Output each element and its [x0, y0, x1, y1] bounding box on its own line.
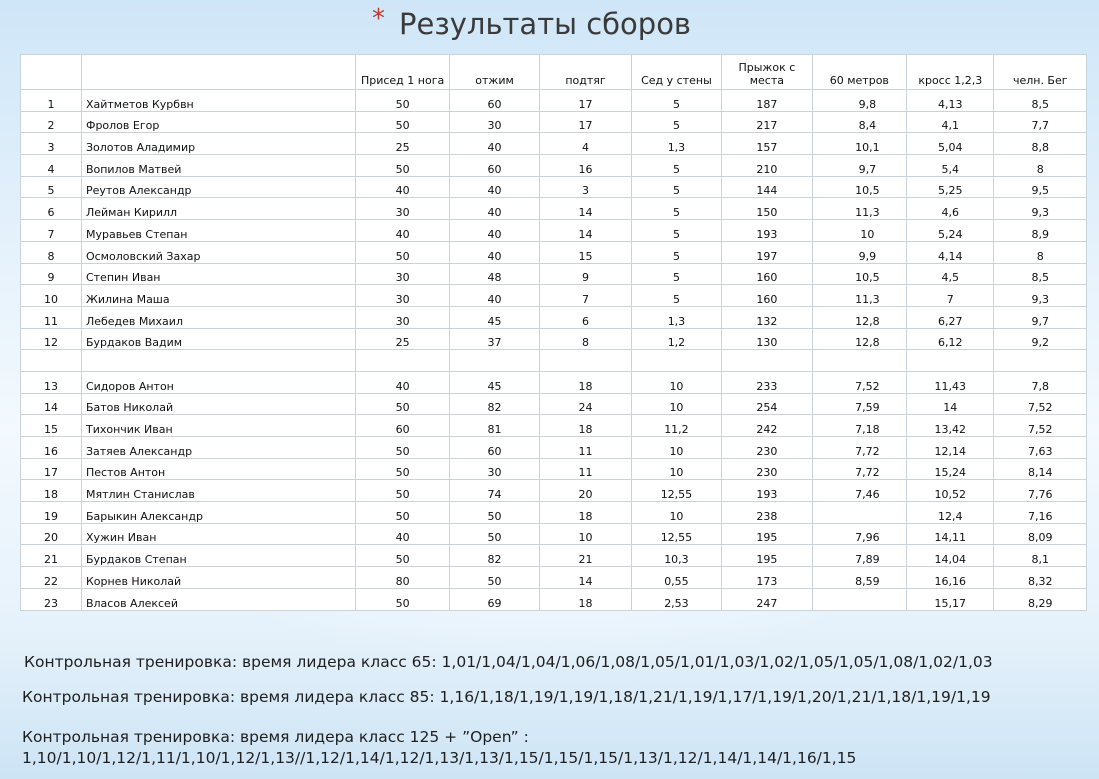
athlete-name-cell: Затяев Александр [81, 437, 355, 459]
header-cell: 60 метров [812, 55, 907, 90]
row-number-cell: 15 [21, 415, 82, 437]
result-cell: 40 [449, 198, 539, 220]
result-cell: 193 [722, 220, 812, 242]
result-cell: 18 [540, 502, 631, 524]
table-row [21, 90, 1087, 112]
result-cell: 9,5 [994, 176, 1087, 198]
result-cell: 74 [449, 480, 539, 502]
result-cell: 50 [356, 502, 449, 524]
table-row [21, 480, 1087, 502]
result-cell: 50 [356, 480, 449, 502]
table-row [21, 133, 1087, 155]
result-cell: 173 [722, 567, 812, 589]
row-number-cell: 18 [21, 480, 82, 502]
row-number-cell: 7 [21, 220, 82, 242]
result-cell: 15,24 [907, 458, 994, 480]
result-cell: 10,5 [812, 263, 907, 285]
table-row [21, 588, 1087, 610]
result-cell: 8,4 [812, 111, 907, 133]
result-cell: 25 [356, 328, 449, 350]
table-row [21, 176, 1087, 198]
result-cell: 8 [994, 241, 1087, 263]
result-cell: 50 [356, 241, 449, 263]
result-cell: 8 [540, 328, 631, 350]
result-cell: 17 [540, 111, 631, 133]
result-cell: 197 [722, 241, 812, 263]
results-table [20, 54, 1087, 611]
result-cell: 230 [722, 437, 812, 459]
header-cell: кросс 1,2,3 [907, 55, 994, 90]
result-cell: 12,8 [812, 306, 907, 328]
table-row [21, 393, 1087, 415]
row-number-cell: 17 [21, 458, 82, 480]
result-cell: 144 [722, 176, 812, 198]
result-cell: 16 [540, 155, 631, 177]
result-cell: 254 [722, 393, 812, 415]
result-cell [356, 350, 449, 372]
result-cell: 40 [356, 176, 449, 198]
row-number-cell: 21 [21, 545, 82, 567]
result-cell: 7,59 [812, 393, 907, 415]
result-cell: 230 [722, 458, 812, 480]
header-cell [21, 55, 82, 90]
result-cell: 9,9 [812, 241, 907, 263]
row-number-cell: 5 [21, 176, 82, 198]
result-cell: 150 [722, 198, 812, 220]
result-cell: 3 [540, 176, 631, 198]
header-cell [81, 55, 355, 90]
result-cell: 40 [449, 176, 539, 198]
result-cell: 80 [356, 567, 449, 589]
result-cell: 2,53 [631, 588, 721, 610]
result-cell: 50 [449, 523, 539, 545]
result-cell: 4,6 [907, 198, 994, 220]
result-cell: 11,3 [812, 285, 907, 307]
result-cell: 50 [356, 111, 449, 133]
result-cell: 5 [631, 90, 721, 112]
table-row [21, 285, 1087, 307]
table-body [21, 90, 1087, 611]
result-cell: 60 [449, 90, 539, 112]
athlete-name-cell: Золотов Аладимир [81, 133, 355, 155]
result-cell: 217 [722, 111, 812, 133]
table-row [21, 155, 1087, 177]
athlete-name-cell: Бурдаков Степан [81, 545, 355, 567]
athlete-name-cell: Степин Иван [81, 263, 355, 285]
result-cell: 14 [540, 220, 631, 242]
row-number-cell: 8 [21, 241, 82, 263]
table-row [21, 111, 1087, 133]
result-cell: 50 [449, 502, 539, 524]
result-cell: 157 [722, 133, 812, 155]
result-cell [722, 350, 812, 372]
note-class-85: Контрольная тренировка: время лидера класс 85: 1,16/1,18/1,19/1,19/1,18/1,21/1,19/1,17/1,19/1,20/1,21/1,18/1,19/1,19 [22, 688, 991, 706]
result-cell: 5 [631, 220, 721, 242]
result-cell: 9,3 [994, 198, 1087, 220]
result-cell: 10 [631, 371, 721, 393]
table-row [21, 437, 1087, 459]
result-cell: 50 [356, 588, 449, 610]
result-cell: 5 [631, 241, 721, 263]
page-title [372, 6, 691, 42]
result-cell: 60 [356, 415, 449, 437]
row-number-cell: 9 [21, 263, 82, 285]
result-cell: 7,52 [994, 415, 1087, 437]
athlete-name-cell: Хужин Иван [81, 523, 355, 545]
result-cell: 8,29 [994, 588, 1087, 610]
athlete-name-cell: Батов Николай [81, 393, 355, 415]
result-cell: 9 [540, 263, 631, 285]
result-cell: 5,25 [907, 176, 994, 198]
result-cell: 16,16 [907, 567, 994, 589]
header-cell: Присед 1 нога [356, 55, 449, 90]
result-cell: 50 [356, 155, 449, 177]
result-cell: 50 [449, 567, 539, 589]
result-cell: 132 [722, 306, 812, 328]
result-cell: 7,8 [994, 371, 1087, 393]
row-number-cell [21, 350, 82, 372]
result-cell: 30 [356, 263, 449, 285]
result-cell: 9,7 [994, 306, 1087, 328]
athlete-name-cell: Вопилов Матвей [81, 155, 355, 177]
result-cell: 50 [356, 393, 449, 415]
result-cell: 30 [449, 111, 539, 133]
result-cell [812, 350, 907, 372]
result-cell: 195 [722, 523, 812, 545]
result-cell: 50 [356, 437, 449, 459]
result-cell: 7,72 [812, 437, 907, 459]
result-cell: 7,18 [812, 415, 907, 437]
result-cell: 12,55 [631, 480, 721, 502]
row-number-cell: 2 [21, 111, 82, 133]
result-cell: 4,1 [907, 111, 994, 133]
result-cell: 4,14 [907, 241, 994, 263]
result-cell: 40 [449, 220, 539, 242]
athlete-name-cell: Фролов Егор [81, 111, 355, 133]
result-cell: 18 [540, 588, 631, 610]
result-cell: 40 [356, 523, 449, 545]
result-cell: 4,5 [907, 263, 994, 285]
result-cell: 69 [449, 588, 539, 610]
header-cell: подтяг [540, 55, 631, 90]
result-cell: 14,11 [907, 523, 994, 545]
result-cell [907, 350, 994, 372]
result-cell: 5,4 [907, 155, 994, 177]
result-cell: 4 [540, 133, 631, 155]
result-cell: 14 [907, 393, 994, 415]
result-cell: 30 [449, 458, 539, 480]
table-row [21, 350, 1087, 372]
table-row [21, 198, 1087, 220]
result-cell: 30 [356, 198, 449, 220]
result-cell: 9,7 [812, 155, 907, 177]
row-number-cell: 6 [21, 198, 82, 220]
athlete-name-cell [81, 350, 355, 372]
result-cell: 8,32 [994, 567, 1087, 589]
result-cell: 10,1 [812, 133, 907, 155]
result-cell: 10 [631, 393, 721, 415]
result-cell: 10 [631, 437, 721, 459]
result-cell: 7,89 [812, 545, 907, 567]
result-cell: 5 [631, 285, 721, 307]
result-cell: 10 [631, 502, 721, 524]
result-cell: 8,5 [994, 263, 1087, 285]
result-cell: 9,8 [812, 90, 907, 112]
result-cell: 7,52 [994, 393, 1087, 415]
result-cell: 14 [540, 198, 631, 220]
result-cell: 7,63 [994, 437, 1087, 459]
result-cell: 12,55 [631, 523, 721, 545]
result-cell: 82 [449, 545, 539, 567]
header-cell: Сед у стены [631, 55, 721, 90]
result-cell: 40 [449, 241, 539, 263]
result-cell: 50 [356, 545, 449, 567]
athlete-name-cell: Лейман Кирилл [81, 198, 355, 220]
result-cell: 12,14 [907, 437, 994, 459]
result-cell: 48 [449, 263, 539, 285]
result-cell: 8,5 [994, 90, 1087, 112]
result-cell: 5 [631, 198, 721, 220]
result-cell: 10,52 [907, 480, 994, 502]
table-row [21, 502, 1087, 524]
row-number-cell: 12 [21, 328, 82, 350]
row-number-cell: 4 [21, 155, 82, 177]
result-cell: 7,46 [812, 480, 907, 502]
result-cell: 82 [449, 393, 539, 415]
note-class-125-open-times: 1,10/1,10/1,12/1,11/1,10/1,12/1,13//1,12/1,14/1,12/1,13/1,13/1,15/1,15/1,15/1,13/1,12/1,14/1,14/1,16/1,15 [22, 749, 857, 767]
athlete-name-cell: Мятлин Станислав [81, 480, 355, 502]
result-cell: 7,16 [994, 502, 1087, 524]
result-cell: 195 [722, 545, 812, 567]
result-cell: 7 [540, 285, 631, 307]
result-cell: 5,04 [907, 133, 994, 155]
result-cell: 10 [631, 458, 721, 480]
table-row [21, 545, 1087, 567]
result-cell: 210 [722, 155, 812, 177]
result-cell: 10,3 [631, 545, 721, 567]
result-cell: 0,55 [631, 567, 721, 589]
result-cell: 21 [540, 545, 631, 567]
result-cell: 11,3 [812, 198, 907, 220]
result-cell: 1,2 [631, 328, 721, 350]
table-row [21, 263, 1087, 285]
athlete-name-cell: Жилина Маша [81, 285, 355, 307]
athlete-name-cell: Муравьев Степан [81, 220, 355, 242]
result-cell: 11,43 [907, 371, 994, 393]
result-cell: 6 [540, 306, 631, 328]
result-cell: 160 [722, 263, 812, 285]
result-cell: 7 [907, 285, 994, 307]
result-cell: 187 [722, 90, 812, 112]
result-cell: 60 [449, 155, 539, 177]
result-cell: 17 [540, 90, 631, 112]
result-cell: 40 [449, 133, 539, 155]
result-cell: 5 [631, 155, 721, 177]
row-number-cell: 22 [21, 567, 82, 589]
result-cell: 5 [631, 111, 721, 133]
result-cell: 81 [449, 415, 539, 437]
row-number-cell: 13 [21, 371, 82, 393]
result-cell: 247 [722, 588, 812, 610]
result-cell: 10 [812, 220, 907, 242]
result-cell: 8 [994, 155, 1087, 177]
table-row [21, 458, 1087, 480]
result-cell: 8,9 [994, 220, 1087, 242]
result-cell: 13,42 [907, 415, 994, 437]
result-cell: 40 [356, 220, 449, 242]
table-row [21, 371, 1087, 393]
result-cell: 10 [540, 523, 631, 545]
result-cell [812, 502, 907, 524]
result-cell: 8,1 [994, 545, 1087, 567]
result-cell: 242 [722, 415, 812, 437]
athlete-name-cell: Барыкин Александр [81, 502, 355, 524]
table-row [21, 328, 1087, 350]
result-cell: 18 [540, 415, 631, 437]
row-number-cell: 10 [21, 285, 82, 307]
result-cell: 50 [356, 90, 449, 112]
result-cell: 7,96 [812, 523, 907, 545]
result-cell: 238 [722, 502, 812, 524]
table-row [21, 415, 1087, 437]
result-cell: 60 [449, 437, 539, 459]
row-number-cell: 20 [21, 523, 82, 545]
result-cell: 8,09 [994, 523, 1087, 545]
result-cell: 8,8 [994, 133, 1087, 155]
row-number-cell: 19 [21, 502, 82, 524]
note-class-125-open: Контрольная тренировка: время лидера класс 125 + ”Open” : [22, 728, 529, 746]
page-title-text: Результаты сборов [399, 7, 692, 41]
result-cell: 14,04 [907, 545, 994, 567]
result-cell: 15,17 [907, 588, 994, 610]
result-cell [540, 350, 631, 372]
row-number-cell: 1 [21, 90, 82, 112]
result-cell: 10,5 [812, 176, 907, 198]
result-cell: 20 [540, 480, 631, 502]
result-cell: 50 [356, 458, 449, 480]
result-cell: 160 [722, 285, 812, 307]
athlete-name-cell: Пестов Антон [81, 458, 355, 480]
result-cell: 7,7 [994, 111, 1087, 133]
result-cell: 9,2 [994, 328, 1087, 350]
result-cell: 11 [540, 437, 631, 459]
athlete-name-cell: Реутов Александр [81, 176, 355, 198]
table-row [21, 567, 1087, 589]
row-number-cell: 11 [21, 306, 82, 328]
result-cell: 193 [722, 480, 812, 502]
result-cell: 5 [631, 263, 721, 285]
athlete-name-cell: Власов Алексей [81, 588, 355, 610]
result-cell: 11,2 [631, 415, 721, 437]
result-cell: 1,3 [631, 306, 721, 328]
result-cell: 45 [449, 306, 539, 328]
table-row [21, 220, 1087, 242]
result-cell: 18 [540, 371, 631, 393]
result-cell: 8,59 [812, 567, 907, 589]
row-number-cell: 3 [21, 133, 82, 155]
header-cell: Прыжок с места [722, 55, 812, 90]
athlete-name-cell: Хайтметов Курбвн [81, 90, 355, 112]
result-cell: 30 [356, 285, 449, 307]
result-cell: 45 [449, 371, 539, 393]
result-cell: 1,3 [631, 133, 721, 155]
athlete-name-cell: Лебедев Михаил [81, 306, 355, 328]
table-row [21, 306, 1087, 328]
result-cell: 9,3 [994, 285, 1087, 307]
result-cell: 14 [540, 567, 631, 589]
result-cell: 30 [356, 306, 449, 328]
athlete-name-cell: Корнев Николай [81, 567, 355, 589]
result-cell: 6,12 [907, 328, 994, 350]
table-row [21, 241, 1087, 263]
result-cell: 130 [722, 328, 812, 350]
result-cell: 40 [356, 371, 449, 393]
result-cell [449, 350, 539, 372]
asterisk-bullet-icon: * [372, 4, 385, 34]
result-cell: 5 [631, 176, 721, 198]
result-cell: 4,13 [907, 90, 994, 112]
result-cell: 7,72 [812, 458, 907, 480]
result-cell: 24 [540, 393, 631, 415]
athlete-name-cell: Сидоров Антон [81, 371, 355, 393]
result-cell: 11 [540, 458, 631, 480]
note-class-65: Контрольная тренировка: время лидера класс 65: 1,01/1,04/1,04/1,06/1,08/1,05/1,01/1,03/1,02/1,05/1,05/1,08/1,02/1,03 [24, 653, 993, 671]
athlete-name-cell: Тихончик Иван [81, 415, 355, 437]
header-cell: челн. Бег [994, 55, 1087, 90]
result-cell: 6,27 [907, 306, 994, 328]
result-cell: 233 [722, 371, 812, 393]
row-number-cell: 23 [21, 588, 82, 610]
result-cell: 15 [540, 241, 631, 263]
row-number-cell: 14 [21, 393, 82, 415]
result-cell: 7,76 [994, 480, 1087, 502]
result-cell: 12,4 [907, 502, 994, 524]
result-cell: 7,52 [812, 371, 907, 393]
header-cell: отжим [449, 55, 539, 90]
result-cell [994, 350, 1087, 372]
result-cell [631, 350, 721, 372]
result-cell [812, 588, 907, 610]
table-row [21, 523, 1087, 545]
row-number-cell: 16 [21, 437, 82, 459]
result-cell: 37 [449, 328, 539, 350]
athlete-name-cell: Осмоловский Захар [81, 241, 355, 263]
result-cell: 12,8 [812, 328, 907, 350]
result-cell: 25 [356, 133, 449, 155]
result-cell: 40 [449, 285, 539, 307]
result-cell: 5,24 [907, 220, 994, 242]
athlete-name-cell: Бурдаков Вадим [81, 328, 355, 350]
table-header-row [21, 55, 1087, 90]
result-cell: 8,14 [994, 458, 1087, 480]
